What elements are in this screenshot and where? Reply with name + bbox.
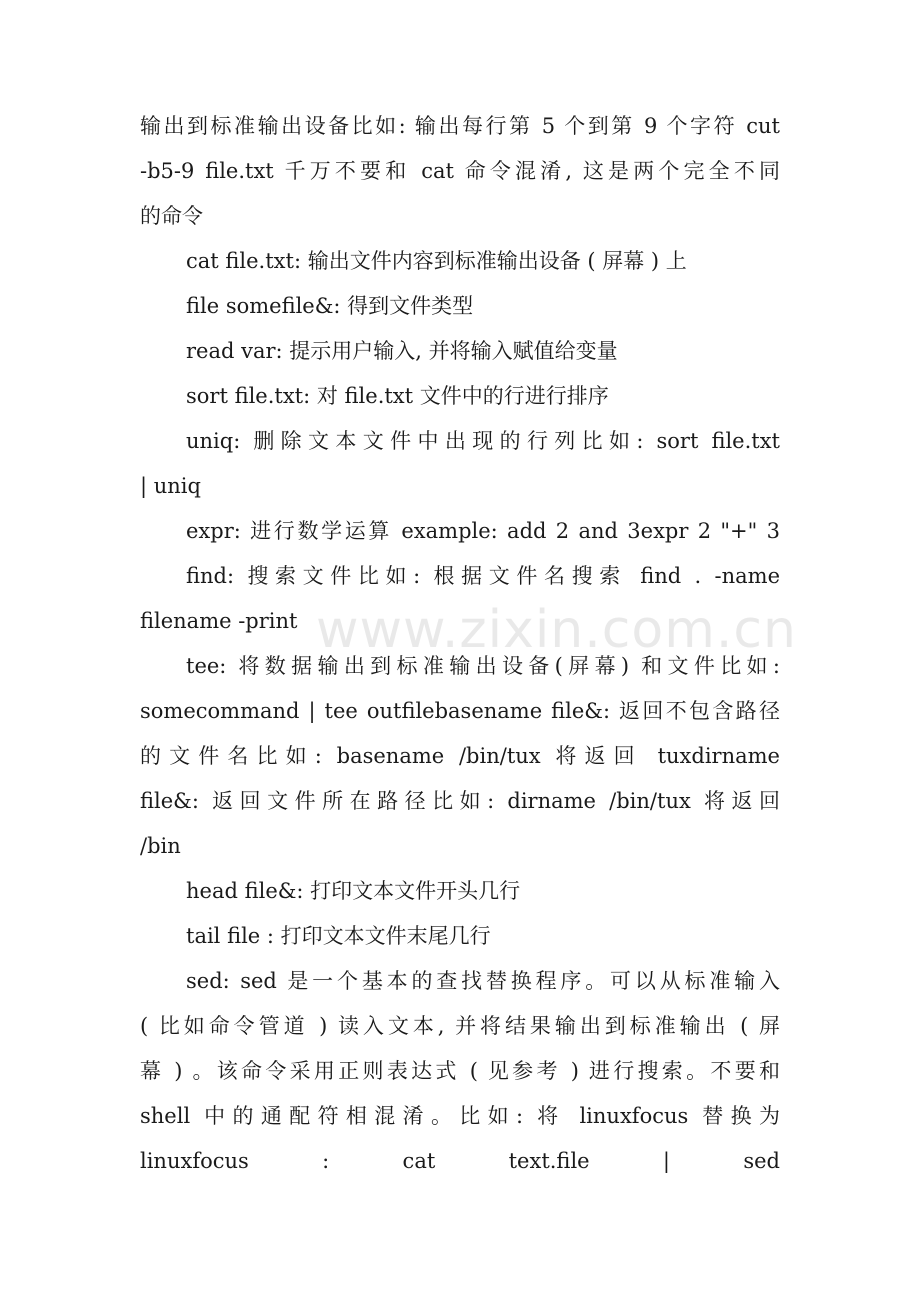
text-line: cat file.txt: 输出文件内容到标准输出设备 ( 屏幕 ) 上	[186, 249, 687, 273]
text-line: 输出到标准输出设备比如: 输出每行第 5 个到第 9 个字符 cut	[140, 114, 780, 138]
text-line: -b5-9 file.txt 千万不要和 cat 命令混淆, 这是两个完全不同	[140, 159, 780, 183]
text-line: 的文件名比如: basename /bin/tux 将返回 tuxdirname	[140, 744, 780, 768]
text-line: ( 比如命令管道 ) 读入文本, 并将结果输出到标准输出 ( 屏	[140, 1014, 780, 1038]
text-line: file&: 返回文件所在路径比如: dirname /bin/tux 将返回	[140, 789, 780, 813]
text-line: 幕 ) 。该命令采用正则表达式 ( 见参考 ) 进行搜索。不要和	[140, 1059, 780, 1083]
text-line: tee: 将数据输出到标准输出设备(屏幕) 和文件比如:	[186, 654, 780, 678]
text-line: sort file.txt: 对 file.txt 文件中的行进行排序	[186, 384, 609, 408]
text-line: shell 中的通配符相混淆。比如: 将 linuxfocus 替换为	[140, 1104, 780, 1128]
text-line: find: 搜索文件比如: 根据文件名搜索 find . -name	[186, 564, 780, 588]
text-line: file somefile&: 得到文件类型	[186, 294, 474, 318]
text-line: filename -print	[140, 609, 298, 633]
watermark: www.zixin.com.cn	[316, 600, 797, 660]
text-line: read var: 提示用户输入, 并将输入赋值给变量	[186, 339, 618, 363]
text-line: 的命令	[140, 204, 203, 228]
text-line: expr: 进行数学运算 example: add 2 and 3expr 2 "+" 3	[186, 519, 780, 543]
text-line: sed: sed 是一个基本的查找替换程序。可以从标准输入	[186, 969, 780, 993]
text-line: uniq: 删除文本文件中出现的行列比如: sort file.txt	[186, 429, 780, 453]
text-line: /bin	[140, 834, 181, 858]
text-line: somecommand | tee outfilebasename file&: 返回不包含路径	[140, 699, 780, 723]
text-line: | uniq	[140, 474, 201, 498]
text-line: tail file : 打印文本文件末尾几行	[186, 924, 491, 948]
text-line: head file&: 打印文本文件开头几行	[186, 879, 521, 903]
text-line: linuxfocus : cat text.file | sed	[140, 1149, 780, 1173]
